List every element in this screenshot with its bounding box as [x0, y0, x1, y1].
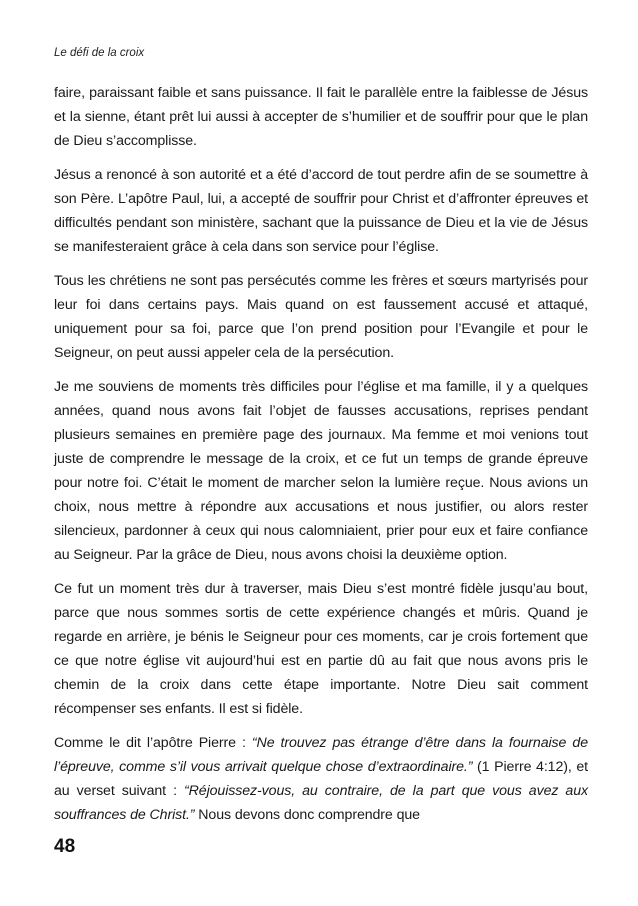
quote-2: “Réjouissez-vous, au contraire, de la part que vous avez aux souffrances de Christ.”	[54, 783, 589, 823]
page-number: 48	[54, 836, 76, 857]
paragraph-6-outro: Nous devons donc comprendre que	[194, 807, 420, 823]
paragraph-6-intro: Comme le dit l’apôtre Pierre :	[54, 735, 252, 751]
scripture-reference: (1 Pierre 4:12), et au verset suivant :	[54, 759, 588, 799]
paragraph-2: Jésus a renoncé à son autorité et a été d’accord de tout perdre afin de se soumettre à son Père. L’apôtre Paul, lui, a accepté de souffrir pour Christ et d’affronter épreuves et difficultés pendant son ministère, sachant que la puissance de Dieu et la vie de Jésus se manifesteraient grâce à cela dans son service pour l’église.	[54, 167, 588, 255]
quote-1: “Ne trouvez pas étrange d’être dans la fournaise de l’épreuve, comme s’il vous arrivait quelque chose d’extraordinaire.”	[54, 735, 588, 775]
paragraph-1: faire, paraissant faible et sans puissance. Il fait le parallèle entre la faiblesse de Jésus et la sienne, étant prêt lui aussi à accepter de s’humilier et de souffrir pour que le plan de Dieu s’accomplisse.	[54, 85, 588, 149]
document-page	[54, 46, 588, 837]
running-header: Le défi de la croix	[54, 47, 145, 59]
paragraph-5: Ce fut un moment très dur à traverser, mais Dieu s’est montré fidèle jusqu’au bout, parce que nous sommes sortis de cette expérience changés et mûris. Quand je regarde en arrière, je bénis le Seigneur pour ces moments, car je crois fortement que ce que notre église vit aujourd’hui est en partie dû au fait que nous avons pris le chemin de la croix dans cette étape importante. Notre Dieu sait comment récompenser ses enfants. Il est si fidèle.	[54, 581, 588, 717]
paragraph-3: Tous les chrétiens ne sont pas persécutés comme les frères et sœurs martyrisés pour leur foi dans certains pays. Mais quand on est faussement accusé et attaqué, uniquement pour sa foi, parce que l’on prend position pour l’Evangile et pour le Seigneur, on peut aussi appeler cela de la persécution.	[54, 273, 588, 361]
paragraph-6	[54, 731, 588, 827]
paragraph-4: Je me souviens de moments très difficiles pour l’église et ma famille, il y a quelques années, quand nous avons fait l’objet de fausses accusations, reprises pendant plusieurs semaines en première page des journaux. Ma femme et moi venions tout juste de comprendre le message de la croix, et ce fut un temps de grande épreuve pour notre foi. C’était le moment de marcher selon la lumière reçue. Nous avions un choix, nous mettre à répondre aux accusations et nous justifier, ou alors rester silencieux, pardonner à ceux qui nous calomniaient, prier pour eux et faire confiance au Seigneur. Par la grâce de Dieu, nous avons choisi la deuxième option.	[54, 379, 588, 563]
